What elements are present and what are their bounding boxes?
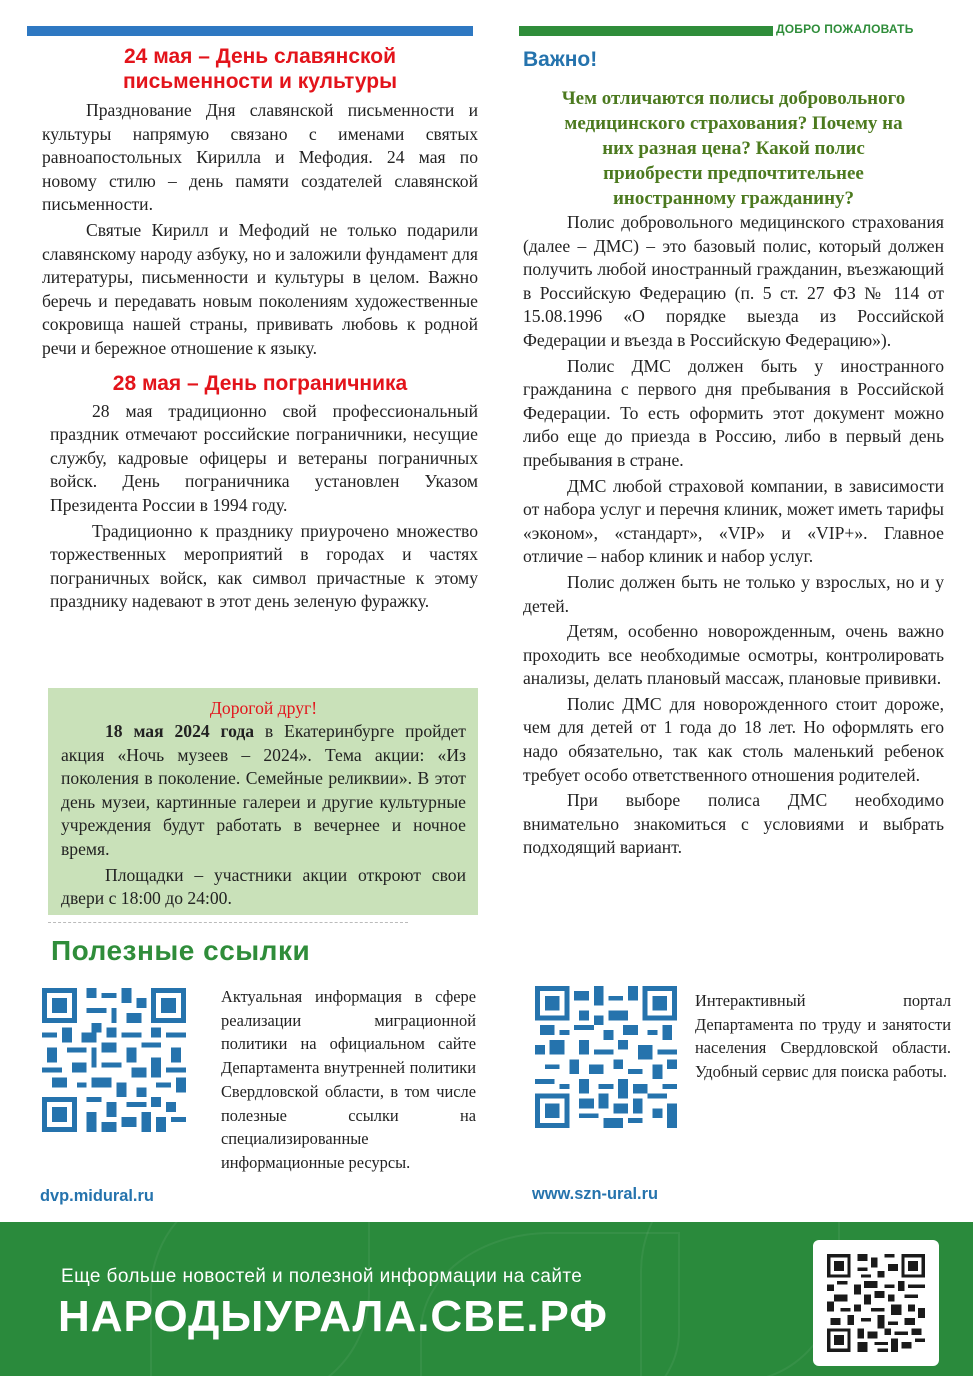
important-heading: Важно!: [523, 48, 598, 71]
footer-qr-code[interactable]: [813, 1240, 939, 1366]
divider: [48, 922, 408, 923]
insurance-paragraph-4: Полис должен быть не только у взрослых, но и у детей.: [523, 571, 944, 616]
note-paragraph-1: [61, 720, 466, 862]
footer-qr-code-graphic: [827, 1254, 925, 1352]
useful-links-title: Полезные ссылки: [51, 935, 311, 966]
qr-code-szn[interactable]: [535, 986, 677, 1128]
link-dvp-url[interactable]: dvp.midural.ru: [40, 1187, 154, 1205]
header-green-bar: [519, 26, 773, 36]
header-blue-bar: [27, 26, 473, 36]
link-szn-url[interactable]: www.szn-ural.ru: [532, 1185, 658, 1203]
link-dvp-description: Актуальная информация в сфере реализации миграционной политики на официальном сайте Департамента внутренней политики Свердловской области, в том числе полезные ссылки на специализированные информационные ресурсы.: [221, 987, 476, 1172]
right-column: [523, 48, 944, 860]
museum-night-note: [48, 688, 478, 915]
insurance-paragraph-5: Детям, особенно новорожденным, очень важно проходить все необходимые осмотры, контролировать анализы, делать плановый массаж, плановые прививки.: [523, 621, 944, 689]
qr-code-dvp-graphic: [42, 988, 186, 1132]
section-border-guard-title: 28 мая – День пограничника: [112, 371, 408, 395]
insurance-paragraph-3: ДМС любой страховой компании, в зависимости от набора услуг и перечня клиник, может иметь тарифы «эконом», «стандарт», «VIP» и «VIP+». Главное отличие – набор клиник и набор услуг.: [523, 475, 944, 567]
section-slavic-paragraph-2: Святые Кирилл и Мефодий не только подарили славянскому народу азбуку, но и заложили фундамент для литературы, письменности и культуры в целом. Важно беречь и передавать новым поколениям художественные сокровища нашей страны, прививать любовь к родной речи и бережное отношение к языку.: [42, 219, 478, 358]
left-column: [42, 44, 478, 614]
note-title: Дорогой друг!: [209, 698, 318, 718]
insurance-paragraph-7: При выборе полиса ДМС необходимо внимательно знакомиться с условиями и выбрать подходящий вариант.: [523, 790, 944, 858]
section-slavic-paragraph-1: Празднование Дня славянской письменности и культуры напрямую связано с именами святых равноапостольных Кирилла и Мефодия. 24 мая по новому стилю – день памяти создателей славянской письменности.: [42, 100, 478, 215]
insurance-paragraph-1: Полис добровольного медицинского страхования (далее – ДМС) – это базовый полис, который должен получить любой иностранный гражданин, въезжающий в Российскую Федерацию (п. 5 ст. 27 ФЗ № 114 от 15.08.1996 «О порядке выезда из Российской Федерации и въезда в Российскую Федерацию»).: [523, 212, 944, 350]
section-border-guard-paragraph-1: 28 мая традиционно свой профессиональный праздник отмечают российские пограничники, несущие службу, кадровые офицеры и ветераны пограничных войск. День пограничника установлен Указом Президента России в 1994 году.: [50, 400, 478, 515]
insurance-paragraph-2: Полис ДМС должен быть у иностранного гражданина с первого дня пребывания в Российской Федерации. То есть оформить этот документ можно либо еще до приезда в Россию, либо в первый день пребывания в стране.: [523, 355, 944, 470]
note-paragraph-2: Площадки – участники акции откроют свои двери с 18:00 до 24:00.: [61, 864, 466, 909]
footer-site-link[interactable]: НАРОДЫУРАЛА.СВЕ.РФ: [58, 1292, 608, 1341]
insurance-question: Чем отличаются полисы добровольного медицинского страхования? Почему на них разная цена? Какой полис приобрести предпочтительнее иностранному гражданину?: [561, 88, 906, 209]
footer-banner: [0, 1222, 973, 1376]
qr-code-dvp[interactable]: [42, 988, 186, 1132]
note-date: 18 мая 2024 года: [105, 721, 255, 741]
welcome-label: ДОБРО ПОЖАЛОВАТЬ: [776, 22, 914, 36]
section-border-guard-paragraph-2: Традиционно к празднику приурочено множество торжественных мероприятий в городах и частях пограничных войск, как символ причастные к этому празднику надевают в этот день зеленую фуражку.: [50, 520, 478, 612]
footer-subtitle: Еще больше новостей и полезной информации на сайте: [61, 1266, 583, 1287]
footer-decoration: [640, 1222, 840, 1376]
section-slavic-title: 24 мая – День славянской письменности и культуры: [122, 45, 398, 93]
note-paragraph-1-text: в Екатеринбурге пройдет акция «Ночь музеев – 2024». Тема акции: «Из поколения в поколение. Семейные реликвии». В этот день музеи, картинные галереи и другие культурные учреждения будут работать в вечернее и ночное время.: [61, 721, 466, 859]
insurance-paragraph-6: Полис ДМС для новорожденного стоит дороже, чем для детей от 1 года до 18 лет. Но оформлять его надо обязательно, так как столь маленький ребенок требует особо ответственного отношения родителей.: [523, 693, 944, 785]
qr-code-szn-graphic: [535, 986, 677, 1128]
link-szn-description: Интерактивный портал Департамента по труду и занятости населения Свердловской области. Удобный сервис для поиска работы.: [695, 991, 951, 1082]
